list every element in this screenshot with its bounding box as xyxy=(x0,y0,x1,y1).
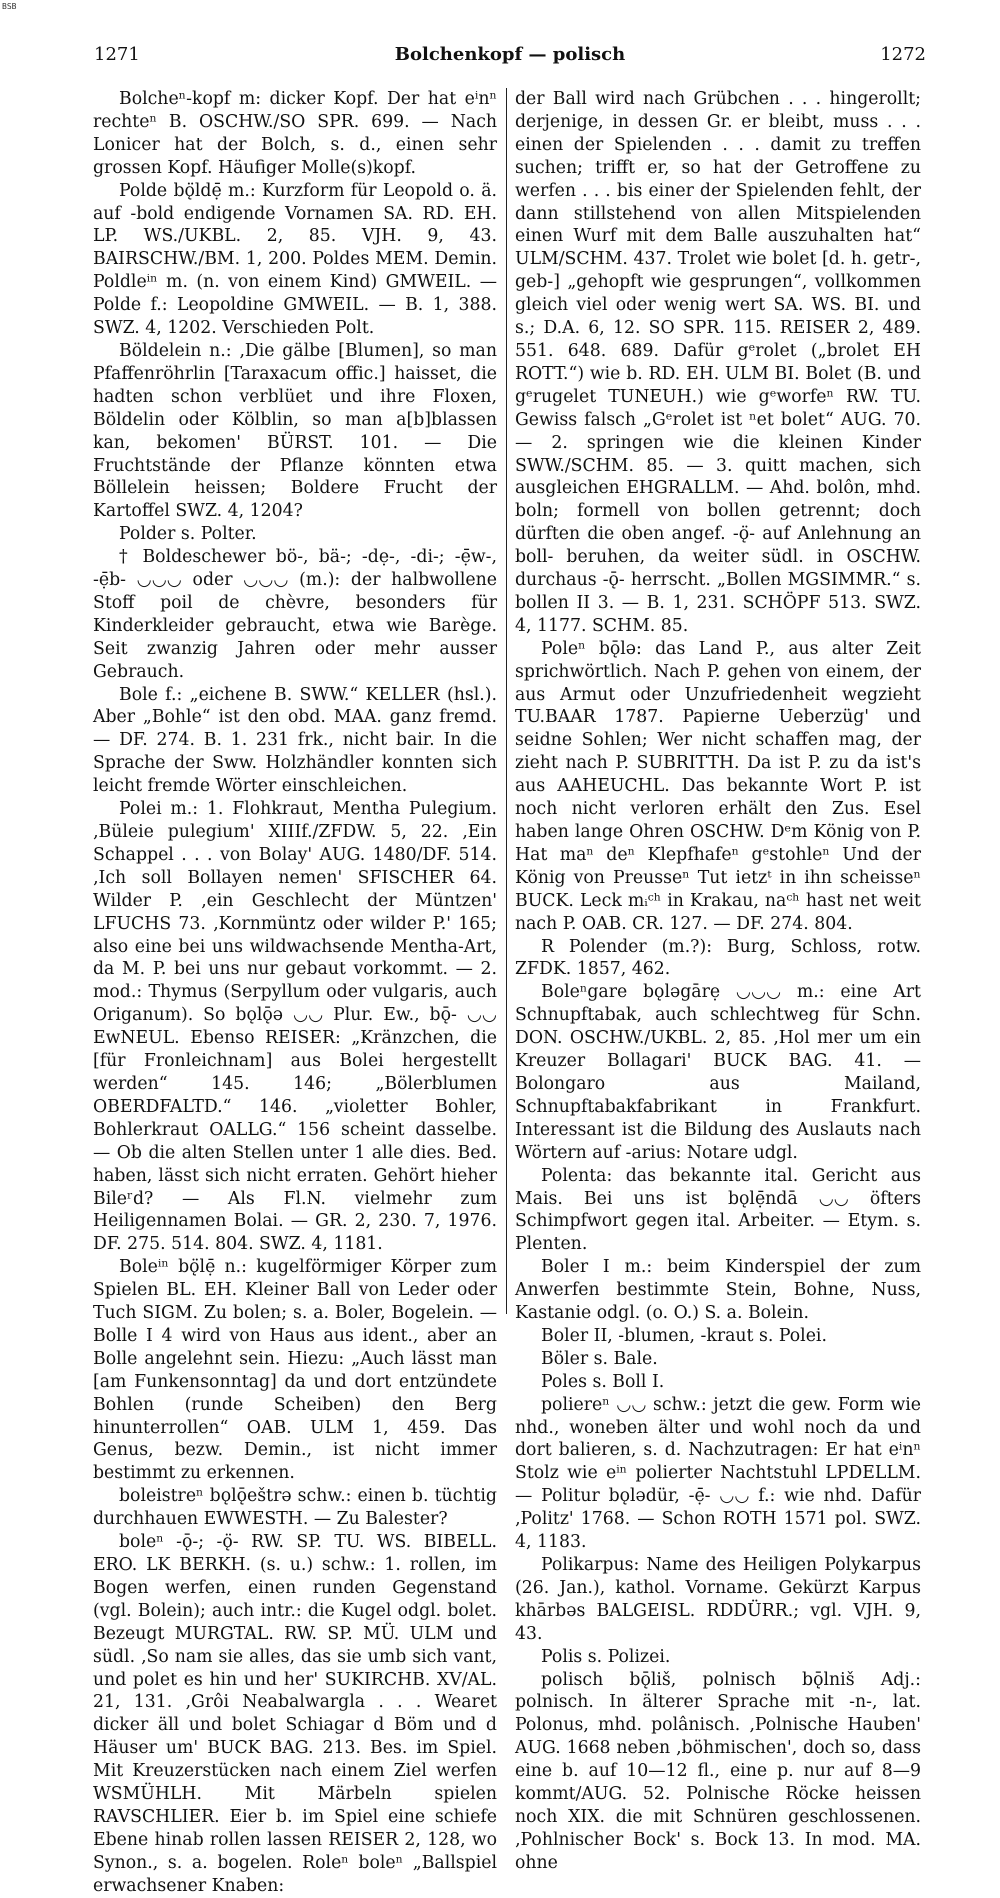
entry-bolen: boleⁿ -ǭ-; -ǫ̈- RW. SP. TU. WS. BIBELL. ERO. LK BERKH. (s. u.) schw.: 1. rollen, im Bogen werfen, einen runden Gegenstand (vgl. Bolein); auch intr.: die Kugel odgl. bolet. Bezeugt MURGTAL. RW. SP. MÜ. ULM und südl. ‚So nam sie alles, das sie umb sich vant, und polet es hin und her' SUKIRCHB. XV/AL. 21, 131. ‚Grôi Neabalwargla . . . Wearet dicker äll und bolet Schiagar d Böm und d Häuser um' BUCK BAG. 213. Bes. im Spiel. Mit Kreuzerstücken nach einem Ziel werfen WSMÜHLH. Mit Märbeln spielen RAVSCHLIER. Eier b. im Spiel eine schiefe Ebene hinab rollen lassen REISER 2, 128, wo Synon., s. a. bogelen. Roleⁿ boleⁿ „Ballspiel erwachsener Knaben: xyxy=(93,1532,497,1896)
entry-polen: Poleⁿ bǭlə: das Land P., aus alter Zeit sprichwörtlich. Nach P. gehen von einem, der aus Armut oder Unzufriedenheit wegzieht TU.BAAR 1787. Papierne Ueberzüg' und seidne Sohlen; Wer nicht schaffen mag, der zieht nach P. SUBRITTH. Da ist P. zu da ist's aus AAHEUCHL. Das bekannte Wort P. ist noch nicht verloren erhält den Zus. Esel haben lange Ohren OSCHW. Dᵉm König von P. Hat maⁿ deⁿ Klepfhafeⁿ gᵉstohleⁿ Und der König von Preusseⁿ Tut ietzᵗ in ihn scheisseⁿ BUCK. Leck mᵢᶜʰ in Krakau, naᶜʰ hast net weit nach P. OAB. CR. 127. — DF. 274. 804. xyxy=(515,638,921,934)
entry-bolen-continued: der Ball wird nach Grübchen . . . hingerollt; derjenige, in dessen Gr. er bleibt, muss . . . einen der Spielenden . . . damit zu treffen suchen; trifft er, so hat der Getroffene zu werfen . . . bis einer der Spielenden fehlt, der dann stillstehend von allen Mitspielenden einen Wurf mit dem Balle auszuhalten hat“ ULM/SCHM. 437. Trolet wie bolet [d. h. getr-, geb-] „gehopft wie gesprungen“, vollkommen gleich viel oder wenig wert SA. WS. BI. und s.; D.A. 6, 12. SO SPR. 115. REISER 2, 489. 551. 648. 689. Dafür gᵉrolet („brolet EH ROTT.“) wie b. RD. EH. ULM BI. Bolet (B. und gᵉrugelet TUNEUH.) wie gᵉworfeⁿ RW. TU. Gewiss falsch „Gᵉrolet ist ⁿet bolet“ AUG. 70. — 2. springen wie die kleinen Kinder SWW./SCHM. 85. — 3. quitt machen, sich ausgleichen EHGRALLM. — Ahd. bolôn, mhd. boln; formell von bollen getrennt; doch dürften die oben angef. -ǫ̈- auf Anlehnung an boll- beruhen, da weiter südl. in OSCHW. durchaus -ǭ- herrscht. „Bollen MGSIMMR.“ s. bollen II 3. — B. 1, 231. SCHÖPF 513. SWZ. 4, 1177. SCHM. 85. xyxy=(515,89,921,636)
entry-polde: Polde bǫ̈ldẹ̄ m.: Kurzform für Leopold o. ä. auf -bold endigende Vornamen SA. RD. EH. LP. WS./UKBL. 2, 85. VJH. 9, 43. BAIRSCHW./BM. 1, 200. Poldes MEM. Demin. Poldleⁱⁿ m. (n. von einem Kind) GMWEIL. — Polde f.: Leopoldine GMWEIL. — B. 1, 388. SWZ. 4, 1202. Verschieden Polt. xyxy=(93,180,497,339)
entry-polikarpus: Polikarpus: Name des Heiligen Polykarpus (26. Jan.), kathol. Vorname. Gekürzt Karpus khārbəs BALGEISL. RDDÜRR.; vgl. VJH. 9, 43. xyxy=(515,1555,921,1644)
right-page-number: 1272 xyxy=(880,44,926,65)
entry-boeldelein: Böldelein n.: ‚Die gälbe [Blumen], so man Pfaffenröhrlin [Taraxacum offic.] haisset, die hadten schon verblüet und ihre Floxen, Böldelin oder Kölblin, so man a[b]blassen kan, bekomen' BÜRST. 101. — Die Fruchtstände der Pflanze könnten etwa Böllelein heissen; Boldere Frucht der Kartoffel SWZ. 4, 1204? xyxy=(93,340,497,522)
page-title: Bolchenkopf — polisch xyxy=(394,44,626,65)
entry-boldeschewer: † Boldeschewer bö-, bä-; -dẹ-, -di-; -ẹ̄w-, -ẹ̄b- ◡◡◡ oder ◡◡◡ (m.): der halbwollene Stoff poil de chèvre, besonders für Kinderkleider gebraucht, etwa wie Barège. Seit zwanzig Jahren oder mehr ausser Gebrauch. xyxy=(93,547,497,682)
library-mark: BSB xyxy=(2,2,17,11)
entry-polder: Polder s. Polter. xyxy=(119,524,257,545)
entry-boler-ii: Boler II, -blumen, -kraut s. Polei. xyxy=(541,1325,827,1346)
entry-polieren: poliereⁿ ◡◡ schw.: jetzt die gew. Form wie nhd., woneben älter und wohl noch da und dort balieren, s. d. Nachzutragen: Er hat eⁱnⁿ Stolz wie eⁱⁿ polierter Nachtstuhl LPDELLM. — Politur bǫlədür, -ẹ̄- ◡◡ f.: wie nhd. Dafür ‚Politz' 1768. — Schon ROTH 1571 pol. SWZ. 4, 1183. xyxy=(515,1394,921,1553)
entry-boler-i: Boler I m.: beim Kinderspiel der zum Anwerfen bestimmte Stein, Bohne, Nuss, Kastanie odgl. (o. O.) S. a. Bolein. xyxy=(515,1257,921,1324)
entry-boleistren: boleistreⁿ bǫlǭeštrə schw.: einen b. tüchtig durchhauen EWWESTH. — Zu Balester? xyxy=(93,1486,497,1530)
entry-polenta: Polenta: das bekannte ital. Gericht aus Mais. Bei uns ist bǫlẹ̄ndā ◡◡ öfters Schimpfwort gegen ital. Arbeiter. — Etym. s. Plenten. xyxy=(515,1165,921,1255)
entry-boeler: Böler s. Bale. xyxy=(541,1348,658,1369)
left-column xyxy=(93,88,497,1898)
right-column xyxy=(515,88,921,1875)
left-page-number: 1271 xyxy=(94,44,140,65)
column-divider xyxy=(506,88,507,1314)
entry-polei: Polei m.: 1. Flohkraut, Mentha Pulegium. ‚Büleie pulegium' XIIIf./ZFDW. 5, 22. ‚Ein Schappel . . . von Bolay' AUG. 1480/DF. 514. ‚Ich soll Bollayen nemen' SFISCHER 64. Wilder P. ‚ein Geschlecht der Müntzen' LFUCHS 73. ‚Kornmüntz oder wilder P.' 165; also eine bei uns wildwachsende Mentha-Art, da M. P. bei uns nur gebaut vorkommt. — 2. mod.: Thymus (Serpyllum oder vulgaris, auch Origanum). So bǫlǭə ◡◡ Plur. Ew., bǭ- ◡◡ EwNEUL. Ebenso REISER: „Kränzchen, die [für Fronleichnam] aus Bolei hergestellt werden“ 145. 146; „Bölerblumen OBERDFALTD.“ 146. „violetter Bohler, Bohlerkraut OALLG.“ 156 scheint dasselbe. — Ob die alten Stellen unter 1 alle dies. Bed. haben, lässt sich nicht erraten. Gehört hieher Bileʳd? — Als Fl.N. vielmehr zum Heiligennamen Bolai. — GR. 2, 230. 7, 1976. DF. 275. 514. 804. SWZ. 4, 1181. xyxy=(93,799,497,1255)
entry-bolchenkopf: Bolcheⁿ-kopf m: dicker Kopf. Der hat eⁱnⁿ rechteⁿ B. OSCHW./SO SPR. 699. — Nach Lonicer hat der Bolch, s. d., einen sehr grossen Kopf. Häufiger Molle(s)kopf. xyxy=(93,89,497,178)
page-header xyxy=(94,44,926,70)
entry-bole: Bole f.: „eichene B. SWW.“ KELLER (hsl.). Aber „Bohle“ ist den obd. MAA. ganz fremd. — DF. 274. B. 1. 231 frk., nicht bair. In die Sprache der Sww. Holzhändler konnten sich leicht fremde Wörter einschleichen. xyxy=(93,684,497,797)
entry-bolein: Boleⁱⁿ bǫ̈lẹ̄ n.: kugelförmiger Körper zum Spielen BL. EH. Kleiner Ball von Leder oder Tuch SIGM. Zu bolen; s. a. Boler, Bogelein. — Bolle I 4 wird von Haus aus ident., aber an Bolle angelehnt sein. Hiezu: „Auch lässt man [am Funkensonntag] da und dort entzündete Bohlen (runde Scheiben) den Berg hinunterrollen“ OAB. ULM 1, 459. Das Genus, bezw. Demin., ist nicht immer bestimmt zu erkennen. xyxy=(93,1257,497,1484)
entry-polis: Polis s. Polizei. xyxy=(541,1646,671,1667)
entry-polisch: polisch bǭliš, polnisch bǭlniš Adj.: polnisch. In älterer Sprache mit -n-, lat. Polonus, mhd. polânisch. ‚Polnische Hauben' AUG. 1668 neben ‚böhmischen', doch so, dass eine b. auf 10—12 fl., eine p. nur auf 8—9 kommt/AUG. 52. Polnische Röcke heissen noch XIX. die mit Schnüren geschlossenen. ‚Pohlnischer Bock' s. Bock 13. In mod. MA. ohne xyxy=(515,1669,921,1873)
entry-poles: Poles s. Boll I. xyxy=(541,1371,665,1392)
entry-polender: R Polender (m.?): Burg, Schloss, rotw. ZFDK. 1857, 462. xyxy=(515,936,921,980)
entry-bolengare: Boleⁿgare bǫləgārẹ ◡◡◡ m.: eine Art Schnupftabak, auch schlechtweg für Schn. DON. OSCHW./UKBL. 2, 85. ‚Hol mer um ein Kreuzer Bollagari' BUCK BAG. 41. — Bolongaro aus Mailand, Schnupftabakfabrikant in Frankfurt. Interessant ist die Bildung des Auslauts nach Wörtern auf -arius: Notare udgl. xyxy=(515,982,921,1163)
